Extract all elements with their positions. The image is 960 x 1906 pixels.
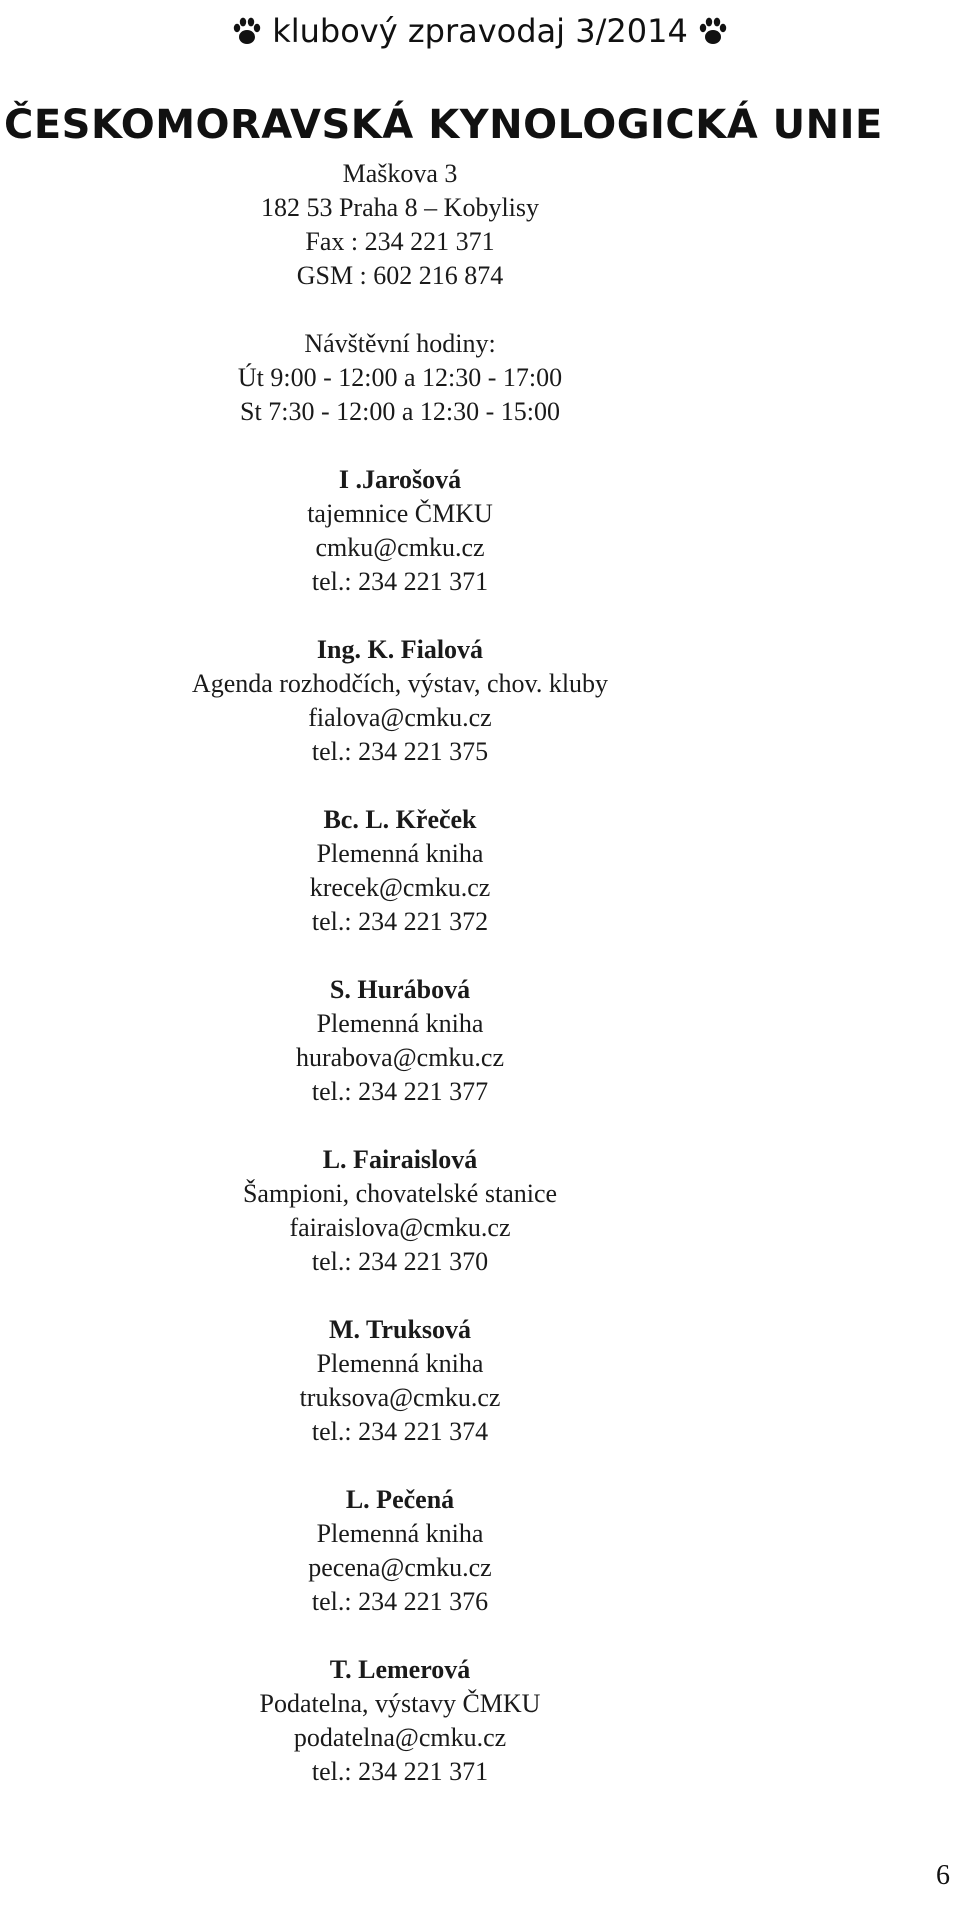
contact-role: Šampioni, chovatelské stanice xyxy=(242,1179,558,1208)
contact-email[interactable]: cmku@cmku.cz xyxy=(315,533,485,562)
contact-phone: tel.: 234 221 374 xyxy=(311,1417,489,1446)
contact-role: Plemenná kniha xyxy=(316,1519,484,1548)
contact-email[interactable]: pecena@cmku.cz xyxy=(308,1553,492,1582)
paw-print-icon xyxy=(232,16,262,46)
contact-phone: tel.: 234 221 376 xyxy=(311,1587,489,1616)
contact-role: tajemnice ČMKU xyxy=(307,499,493,528)
newsletter-header xyxy=(0,0,960,62)
office-hours-wednesday: St 7:30 - 12:00 a 12:30 - 15:00 xyxy=(240,397,560,426)
paw-print-icon xyxy=(698,16,728,46)
contact-card xyxy=(0,633,800,769)
contact-email[interactable]: hurabova@cmku.cz xyxy=(295,1043,505,1072)
contact-email[interactable]: fairaislova@cmku.cz xyxy=(289,1213,511,1242)
contact-email[interactable]: krecek@cmku.cz xyxy=(309,873,491,902)
contact-phone: tel.: 234 221 375 xyxy=(311,737,489,766)
address-city: 182 53 Praha 8 – Kobylisy xyxy=(260,193,540,222)
office-hours-block xyxy=(0,327,800,429)
contact-role: Plemenná kniha xyxy=(316,1349,484,1378)
contact-name: I .Jarošová xyxy=(338,465,462,494)
newsletter-title: klubový zpravodaj 3/2014 xyxy=(272,12,688,50)
contact-email[interactable]: podatelna@cmku.cz xyxy=(293,1723,507,1752)
contact-phone: tel.: 234 221 371 xyxy=(311,1757,489,1786)
contact-name: Ing. K. Fialová xyxy=(316,635,484,664)
contact-card xyxy=(0,1313,800,1449)
page-number: 6 xyxy=(936,1860,950,1891)
contact-phone: tel.: 234 221 370 xyxy=(311,1247,489,1276)
address-gsm: GSM : 602 216 874 xyxy=(296,261,504,290)
contact-card xyxy=(0,1143,800,1279)
contact-phone: tel.: 234 221 371 xyxy=(311,567,489,596)
address-street: Maškova 3 xyxy=(342,159,458,188)
contact-phone: tel.: 234 221 372 xyxy=(311,907,489,936)
contact-card xyxy=(0,973,800,1109)
office-hours-tuesday: Út 9:00 - 12:00 a 12:30 - 17:00 xyxy=(237,363,563,392)
contact-role: Podatelna, výstavy ČMKU xyxy=(259,1689,541,1718)
organization-title: ČESKOMORAVSKÁ KYNOLOGICKÁ UNIE xyxy=(4,102,883,148)
contact-name: L. Fairaislová xyxy=(322,1145,478,1174)
contact-name: S. Hurábová xyxy=(329,975,471,1004)
contact-role: Plemenná kniha xyxy=(316,839,484,868)
office-hours-label: Návštěvní hodiny: xyxy=(304,329,496,358)
contact-list xyxy=(0,157,800,1823)
contact-phone: tel.: 234 221 377 xyxy=(311,1077,489,1106)
contact-name: T. Lemerová xyxy=(329,1655,471,1684)
contact-name: L. Pečená xyxy=(345,1485,455,1514)
address-fax: Fax : 234 221 371 xyxy=(305,227,495,256)
contact-role: Agenda rozhodčích, výstav, chov. kluby xyxy=(191,669,609,698)
address-block xyxy=(0,157,800,293)
contact-card xyxy=(0,803,800,939)
contact-card xyxy=(0,1653,800,1789)
contact-name: M. Truksová xyxy=(328,1315,472,1344)
contact-name: Bc. L. Křeček xyxy=(323,805,477,834)
contact-card xyxy=(0,463,800,599)
contact-card xyxy=(0,1483,800,1619)
contact-role: Plemenná kniha xyxy=(316,1009,484,1038)
contact-email[interactable]: fialova@cmku.cz xyxy=(308,703,492,732)
contact-email[interactable]: truksova@cmku.cz xyxy=(299,1383,501,1412)
